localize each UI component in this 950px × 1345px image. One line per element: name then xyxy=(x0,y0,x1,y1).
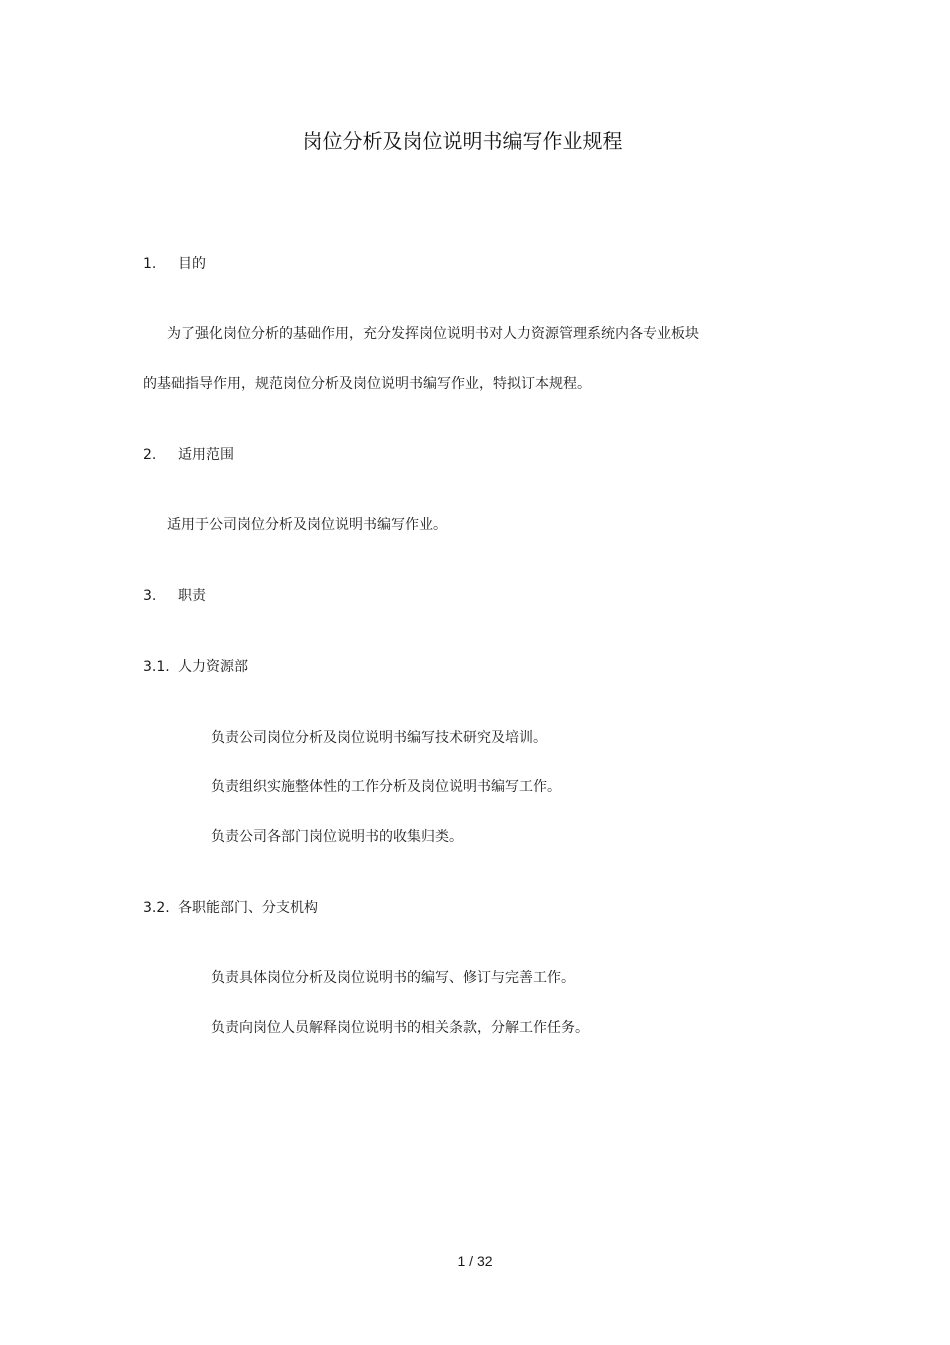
list-item: 负责公司各部门岗位说明书的收集归类。 xyxy=(211,829,463,845)
subsection-heading-3-2 xyxy=(143,898,318,918)
page-number: 1 / 32 xyxy=(457,1253,493,1269)
section-number: 1. xyxy=(143,256,157,272)
document-title: 岗位分析及岗位说明书编写作业规程 xyxy=(302,129,623,153)
section-title: 适用范围 xyxy=(178,447,234,463)
subsection-number: 3.2. xyxy=(143,900,170,916)
list-item: 负责具体岗位分析及岗位说明书的编写、修订与完善工作。 xyxy=(211,970,575,986)
subsection-number: 3.1. xyxy=(143,659,170,675)
paragraph-line: 适用于公司岗位分析及岗位说明书编写作业。 xyxy=(167,517,447,533)
paragraph-line: 的基础指导作用，规范岗位分析及岗位说明书编写作业，特拟订本规程。 xyxy=(143,376,591,392)
subsection-heading-3-1 xyxy=(143,657,248,677)
section-heading-3 xyxy=(143,586,206,606)
section-number: 2. xyxy=(143,447,157,463)
paragraph-line: 为了强化岗位分析的基础作用，充分发挥岗位说明书对人力资源管理系统内各专业板块 xyxy=(167,326,699,342)
list-item: 负责向岗位人员解释岗位说明书的相关条款，分解工作任务。 xyxy=(211,1020,589,1036)
section-title: 职责 xyxy=(178,588,206,604)
section-heading-2 xyxy=(143,445,234,465)
section-number: 3. xyxy=(143,588,157,604)
section-heading-1 xyxy=(143,254,206,274)
subsection-title: 人力资源部 xyxy=(178,659,248,675)
list-item: 负责公司岗位分析及岗位说明书编写技术研究及培训。 xyxy=(211,730,547,746)
section-title: 目的 xyxy=(178,256,206,272)
list-item: 负责组织实施整体性的工作分析及岗位说明书编写工作。 xyxy=(211,779,561,795)
subsection-title: 各职能部门、分支机构 xyxy=(178,900,318,916)
